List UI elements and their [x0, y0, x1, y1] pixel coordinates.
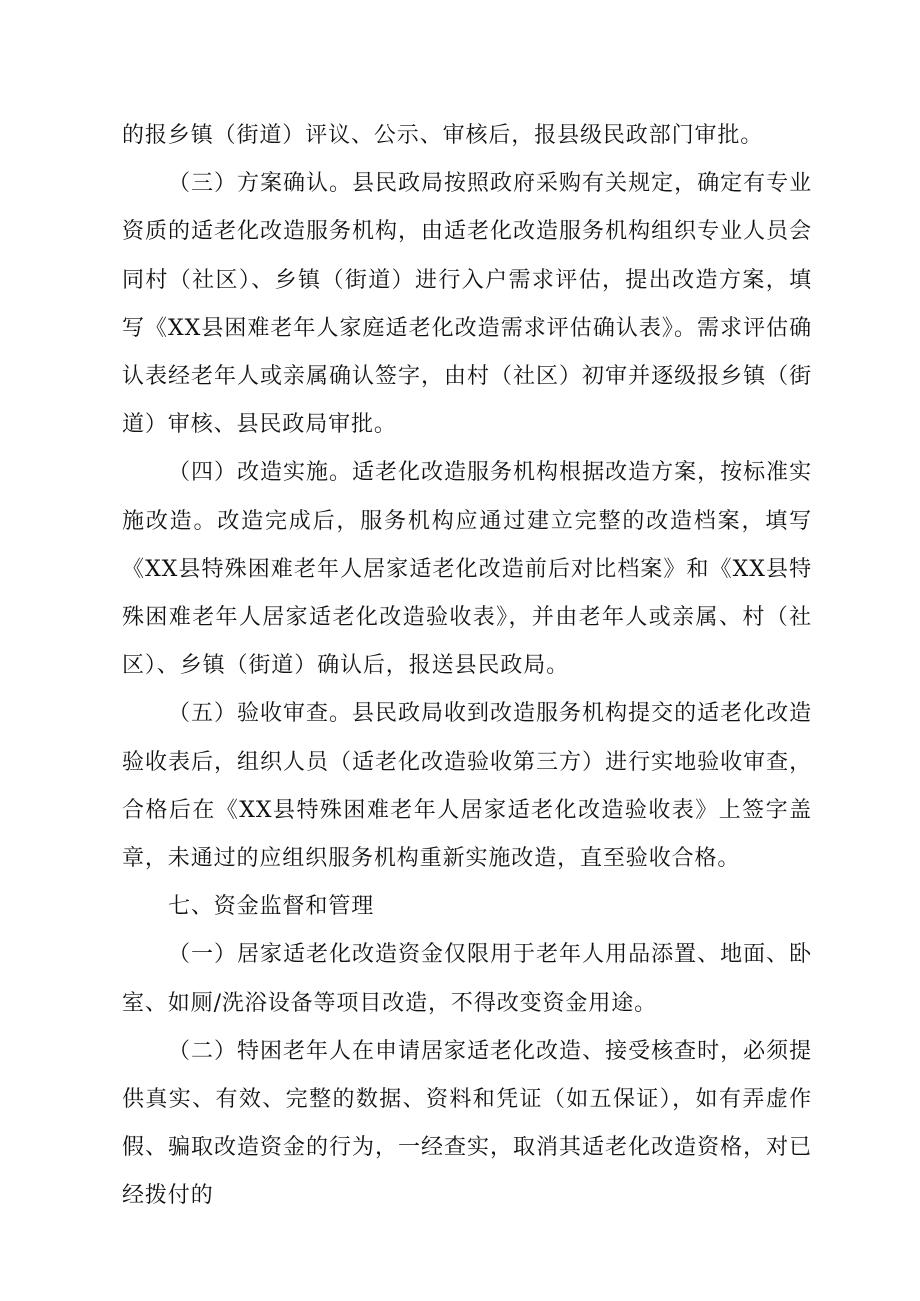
paragraph-plan-confirmation: （三）方案确认。县民政局按照政府采购有关规定，确定有专业资质的适老化改造服务机构，由适老化改造服务机构组织专业人员会同村（社区）、乡镇（街道）进行入户需求评估，提出改造方案，填写《XX县困难老年人家庭适老化改造需求评估确认表》。需求评估确认表经老年人或亲属确认签字，由村（社区）初审并逐级报乡镇（街道）审核、县民政局审批。	[122, 171, 812, 438]
paragraph-fraud-consequence: （二）特困老年人在申请居家适老化改造、接受核查时，必须提供真实、有效、完整的数据、资料和凭证（如五保证），如有弄虚作假、骗取改造资金的行为，一经查实，取消其适老化改造资格，对已经拨付的	[122, 1038, 812, 1209]
paragraph-renovation-implementation: （四）改造实施。适老化改造服务机构根据改造方案，按标准实施改造。改造完成后，服务机构应通过建立完整的改造档案，填写《XX县特殊困难老年人居家适老化改造前后对比档案》和《XX县特殊困难老年人居家适老化改造验收表》，并由老年人或亲属、村（社区）、乡镇（街道）确认后，报送县民政局。	[122, 460, 812, 679]
document-body	[122, 112, 812, 1221]
paragraph-fund-usage: （一）居家适老化改造资金仅限用于老年人用品添置、地面、卧室、如厕/洗浴设备等项目改造，不得改变资金用途。	[122, 942, 812, 1016]
section-heading-fund-supervision: 七、资金监督和管理	[168, 894, 375, 920]
paragraph-continuation: 的报乡镇（街道）评议、公示、审核后，报县级民政部门审批。	[122, 123, 764, 148]
paragraph-acceptance-review: （五）验收审查。县民政局收到改造服务机构提交的适老化改造验收表后，组织人员（适老化改造验收第三方）进行实地验收审查，合格后在《XX县特殊困难老年人居家适老化改造验收表》上签字盖章，未通过的应组织服务机构重新实施改造，直至验收合格。	[122, 701, 812, 872]
